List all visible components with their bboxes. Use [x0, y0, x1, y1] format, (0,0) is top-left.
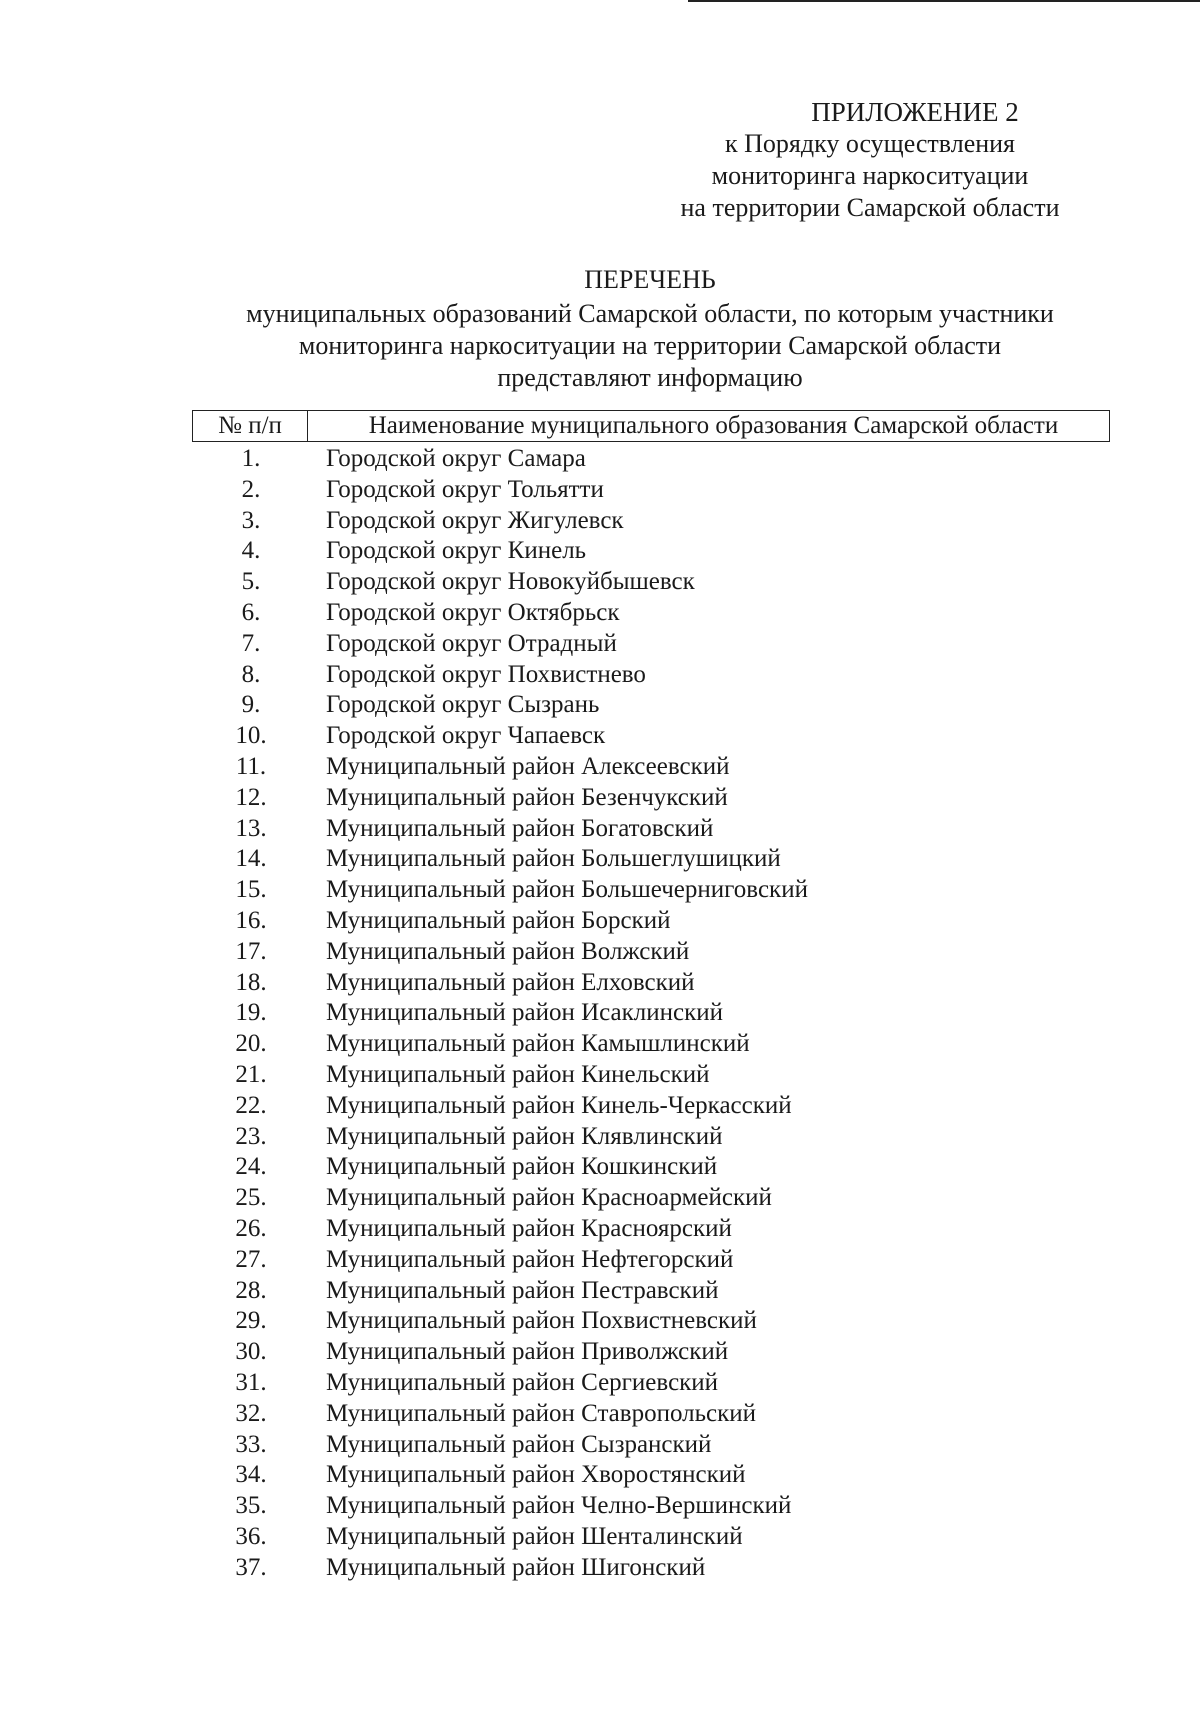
table-row [192, 752, 1110, 783]
row-number: 20. [235, 1030, 267, 1058]
table-row [192, 783, 1110, 814]
row-municipality-name: Муниципальный район Сергиевский [326, 1368, 719, 1396]
row-municipality-name: Городской округ Отрадный [326, 629, 617, 657]
row-number: 15. [235, 876, 267, 904]
row-number: 14. [235, 845, 267, 873]
row-municipality-name: Муниципальный район Клявлинский [326, 1122, 723, 1150]
table-row [192, 475, 1110, 506]
row-municipality-name: Муниципальный район Красноярский [326, 1214, 732, 1242]
row-municipality-name: Муниципальный район Приволжский [326, 1338, 729, 1366]
row-municipality-name: Муниципальный район Алексеевский [326, 752, 730, 780]
table-row [192, 1430, 1110, 1461]
table-row [192, 444, 1110, 475]
row-municipality-name: Муниципальный район Борский [326, 906, 671, 934]
row-municipality-name: Муниципальный район Большечерниговский [326, 876, 808, 904]
table-row [192, 1245, 1110, 1276]
row-municipality-name: Муниципальный район Похвистневский [326, 1307, 757, 1335]
row-number: 37. [235, 1553, 267, 1581]
table-row [192, 875, 1110, 906]
table-row [192, 1276, 1110, 1307]
appendix-header [610, 96, 1130, 224]
table-row [192, 598, 1110, 629]
row-municipality-name: Городской округ Сызрань [326, 691, 600, 719]
row-number: 19. [235, 999, 267, 1027]
row-number: 34. [235, 1461, 267, 1489]
row-municipality-name: Городской округ Самара [326, 445, 586, 472]
row-municipality-name: Муниципальный район Ставропольский [326, 1399, 757, 1427]
table-row [192, 1337, 1110, 1368]
table-row [192, 1306, 1110, 1337]
row-municipality-name: Муниципальный район Красноармейский [326, 1184, 772, 1212]
row-municipality-name: Муниципальный район Богатовский [326, 814, 714, 842]
row-number: 10. [235, 722, 267, 750]
appendix-title: ПРИЛОЖЕНИЕ 2 [811, 97, 1019, 127]
row-municipality-name: Муниципальный район Шенталинский [326, 1522, 743, 1550]
row-municipality-name: Городской округ Чапаевск [326, 722, 606, 750]
row-number: 28. [235, 1276, 267, 1304]
table-row [192, 1399, 1110, 1430]
row-municipality-name: Городской округ Похвистнево [326, 660, 646, 688]
top-border-line [688, 0, 1200, 2]
row-number: 7. [241, 629, 261, 657]
row-number: 13. [235, 814, 267, 842]
table-row [192, 937, 1110, 968]
header-number: № п/п [193, 411, 308, 441]
row-municipality-name: Муниципальный район Безенчукский [326, 783, 728, 811]
row-number: 29. [235, 1307, 267, 1335]
row-number: 23. [235, 1122, 267, 1150]
table-row [192, 1122, 1110, 1153]
table-row [192, 506, 1110, 537]
table-row [192, 1060, 1110, 1091]
row-number: 11. [235, 752, 267, 780]
municipality-list [192, 444, 1110, 1583]
table-row [192, 906, 1110, 937]
list-subtitle [200, 298, 1100, 394]
row-number: 22. [235, 1091, 267, 1119]
row-municipality-name: Муниципальный район Волжский [326, 937, 690, 965]
table-row [192, 1091, 1110, 1122]
row-number: 2. [241, 475, 261, 503]
list-title: ПЕРЕЧЕНЬ [584, 265, 716, 294]
row-municipality-name: Муниципальный район Кинельский [326, 1060, 710, 1088]
row-number: 26. [235, 1214, 267, 1242]
row-municipality-name: Муниципальный район Елховский [326, 968, 695, 996]
table-row [192, 1522, 1110, 1553]
table-row [192, 814, 1110, 845]
row-number: 33. [235, 1430, 267, 1458]
table-row [192, 1214, 1110, 1245]
row-municipality-name: Городской округ Жигулевск [326, 506, 624, 534]
row-number: 16. [235, 906, 267, 934]
row-number: 8. [241, 660, 261, 688]
list-subtitle-line-3: представляют информацию [497, 363, 803, 392]
row-municipality-name: Муниципальный район Шигонский [326, 1553, 706, 1581]
row-municipality-name: Муниципальный район Сызранский [326, 1430, 712, 1458]
row-number: 32. [235, 1399, 267, 1427]
row-municipality-name: Городской округ Октябрьск [326, 598, 620, 626]
table-row [192, 968, 1110, 999]
row-municipality-name: Муниципальный район Кинель-Черкасский [326, 1091, 792, 1119]
row-municipality-name: Городской округ Новокуйбышевск [326, 568, 695, 596]
row-number: 5. [241, 568, 261, 596]
row-municipality-name: Муниципальный район Исаклинский [326, 999, 724, 1027]
appendix-line-1: к Порядку осуществления [724, 129, 1016, 158]
row-number: 31. [235, 1368, 267, 1396]
row-municipality-name: Муниципальный район Челно-Вершинский [326, 1492, 792, 1520]
appendix-line-2: мониторинга наркоситуации [711, 161, 1029, 190]
row-number: 21. [235, 1060, 267, 1088]
row-municipality-name: Муниципальный район Большеглушицкий [326, 845, 781, 873]
row-number: 35. [235, 1492, 267, 1520]
row-number: 17. [235, 937, 267, 965]
table-row [192, 1553, 1110, 1584]
row-municipality-name: Муниципальный район Пестравский [326, 1276, 719, 1304]
row-municipality-name: Городской округ Тольятти [326, 475, 604, 503]
row-number: 6. [241, 598, 261, 626]
table-row [192, 567, 1110, 598]
row-number: 18. [235, 968, 267, 996]
table-header [192, 410, 1110, 442]
table-row [192, 721, 1110, 752]
row-number: 36. [235, 1522, 267, 1550]
table-row [192, 629, 1110, 660]
table-row [192, 1491, 1110, 1522]
table-row [192, 1183, 1110, 1214]
row-number: 27. [235, 1245, 267, 1273]
table-row [192, 1152, 1110, 1183]
row-number: 4. [241, 537, 261, 565]
table-row [192, 1460, 1110, 1491]
row-municipality-name: Муниципальный район Нефтегорский [326, 1245, 734, 1273]
row-municipality-name: Муниципальный район Хворостянский [326, 1461, 746, 1489]
list-subtitle-line-2: мониторинга наркоситуации на территории Самарской области [298, 331, 1002, 360]
row-number: 9. [241, 691, 261, 719]
table-row [192, 1368, 1110, 1399]
table-row [192, 1029, 1110, 1060]
row-municipality-name: Муниципальный район Кошкинский [326, 1153, 718, 1181]
row-municipality-name: Городской округ Кинель [326, 537, 587, 565]
table-row [192, 998, 1110, 1029]
row-number: 3. [241, 506, 261, 534]
appendix-line-3: на территории Самарской области [680, 193, 1060, 222]
table-row [192, 690, 1110, 721]
row-municipality-name: Муниципальный район Камышлинский [326, 1030, 750, 1058]
row-number: 25. [235, 1184, 267, 1212]
row-number: 30. [235, 1338, 267, 1366]
row-number: 12. [235, 783, 267, 811]
row-number: 24. [235, 1153, 267, 1181]
list-subtitle-line-1: муниципальных образований Самарской области, по которым участники [246, 299, 1054, 328]
table-row [192, 660, 1110, 691]
table-row [192, 536, 1110, 567]
table-row [192, 844, 1110, 875]
header-name: Наименование муниципального образования Самарской области [368, 412, 1059, 439]
row-number: 1. [241, 445, 261, 472]
